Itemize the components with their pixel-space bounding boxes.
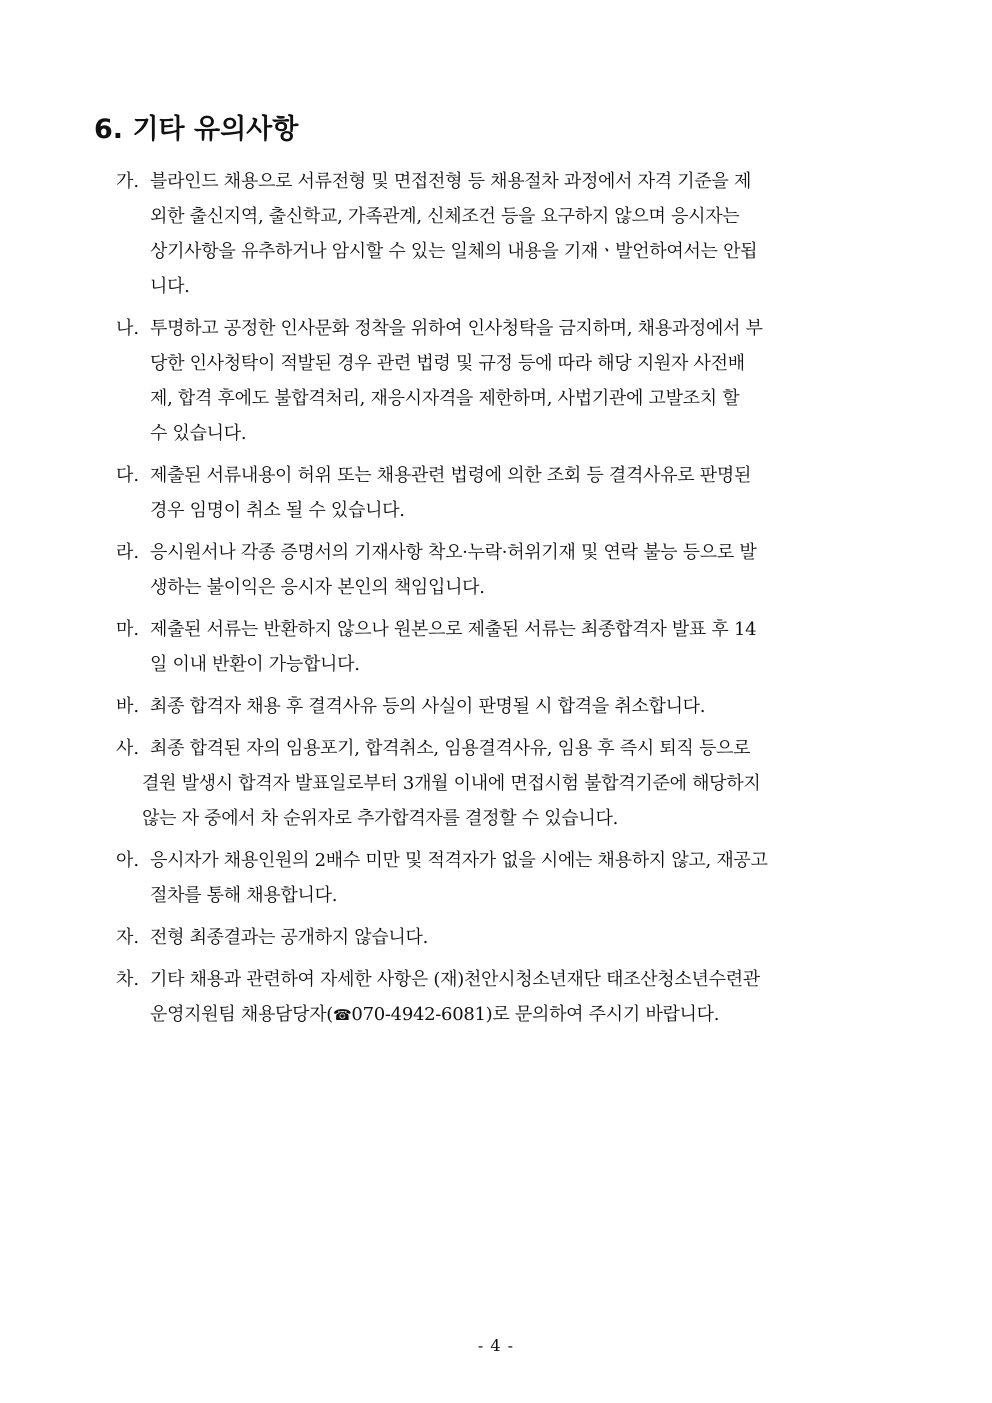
page-number: - 4 - (477, 1336, 515, 1355)
item-marker: 가. (116, 171, 140, 192)
item-marker: 아. (116, 850, 140, 871)
item-line: 경우 임명이 취소 될 수 있습니다. (150, 500, 405, 521)
item-marker: 차. (116, 969, 140, 990)
item-line: 일 이내 반환이 가능합니다. (150, 654, 360, 675)
list-item (116, 689, 896, 724)
list-item (116, 962, 896, 1033)
item-body (150, 535, 896, 605)
list-item (116, 458, 896, 528)
item-line: 외한 출신지역, 출신학교, 가족관계, 신체조건 등을 요구하지 않으며 응시자는 (150, 206, 740, 227)
list-item (116, 843, 896, 913)
item-marker: 바. (116, 696, 140, 717)
item-body (150, 962, 896, 1033)
list-item (116, 164, 896, 304)
item-marker: 자. (116, 927, 140, 948)
item-line: 블라인드 채용으로 서류전형 및 면접전형 등 채용절차 과정에서 자격 기준을 제 (150, 171, 752, 192)
item-line: 생하는 불이익은 응시자 본인의 책임입니다. (150, 577, 485, 598)
phone-number: 070-4942-6081 (351, 1004, 486, 1025)
item-body (150, 843, 896, 913)
list-item (116, 535, 896, 605)
contact-prefix: 운영지원팀 채용담당자( (150, 1004, 334, 1025)
item-line: 결원 발생시 합격자 발표일로부터 3개월 이내에 면접시험 불합격기준에 해당하지 (142, 773, 761, 794)
list-item (116, 731, 896, 836)
item-line: 수 있습니다. (150, 423, 247, 444)
section-heading: 6. 기타 유의사항 (94, 114, 299, 145)
item-line: 전형 최종결과는 공개하지 않습니다. (150, 927, 429, 948)
item-line: 최종 합격자 채용 후 결격사유 등의 사실이 판명될 시 합격을 취소합니다. (150, 696, 706, 717)
item-line: 투명하고 공정한 인사문화 정착을 위하여 인사청탁을 금지하며, 채용과정에서 부 (150, 318, 763, 339)
contact-line (150, 997, 896, 1033)
item-marker: 라. (116, 542, 140, 563)
item-marker: 마. (116, 619, 140, 640)
item-body (150, 689, 896, 724)
item-marker: 나. (116, 318, 140, 339)
item-line: 않는 자 중에서 차 순위자로 추가합격자를 결정할 수 있습니다. (142, 808, 618, 829)
item-body (150, 164, 896, 304)
item-line: 최종 합격된 자의 임용포기, 합격취소, 임용결격사유, 임용 후 즉시 퇴직 등으로 (150, 738, 751, 759)
notice-list (116, 164, 896, 1040)
item-body (142, 731, 896, 836)
item-marker: 다. (116, 465, 140, 486)
list-item (116, 612, 896, 682)
contact-suffix: )로 문의하여 주시기 바랍니다. (485, 1004, 720, 1025)
item-body (150, 311, 896, 451)
list-item (116, 920, 896, 955)
item-line: 당한 인사청탁이 적발된 경우 관련 법령 및 규정 등에 따라 해당 지원자 사전배 (150, 353, 745, 374)
item-line: 제출된 서류는 반환하지 않으나 원본으로 제출된 서류는 최종합격자 발표 후 14 (150, 619, 757, 640)
item-line: 상기사항을 유추하거나 암시할 수 있는 일체의 내용을 기재ㆍ발언하여서는 안됩 (150, 241, 758, 262)
telephone-icon: ☎ (333, 1006, 352, 1024)
item-body (150, 458, 896, 528)
list-item (116, 311, 896, 451)
item-line: 제출된 서류내용이 허위 또는 채용관련 법령에 의한 조회 등 결격사유로 판명된 (150, 465, 752, 486)
item-body (150, 612, 896, 682)
item-line: 제, 합격 후에도 불합격처리, 재응시자격을 제한하며, 사법기관에 고발조치 할 (150, 388, 740, 409)
item-line: 절차를 통해 채용합니다. (150, 885, 338, 906)
item-marker: 사. (116, 738, 140, 759)
item-line: 니다. (150, 276, 190, 297)
item-line: 응시자가 채용인원의 2배수 미만 및 적격자가 없을 시에는 채용하지 않고, 재공고 (150, 850, 768, 871)
item-line: 응시원서나 각종 증명서의 기재사항 착오·누락·허위기재 및 연락 불능 등으로 발 (150, 542, 757, 563)
item-body (150, 920, 896, 955)
item-line: 기타 채용과 관련하여 자세한 사항은 (재)천안시청소년재단 태조산청소년수련관 (150, 969, 760, 990)
